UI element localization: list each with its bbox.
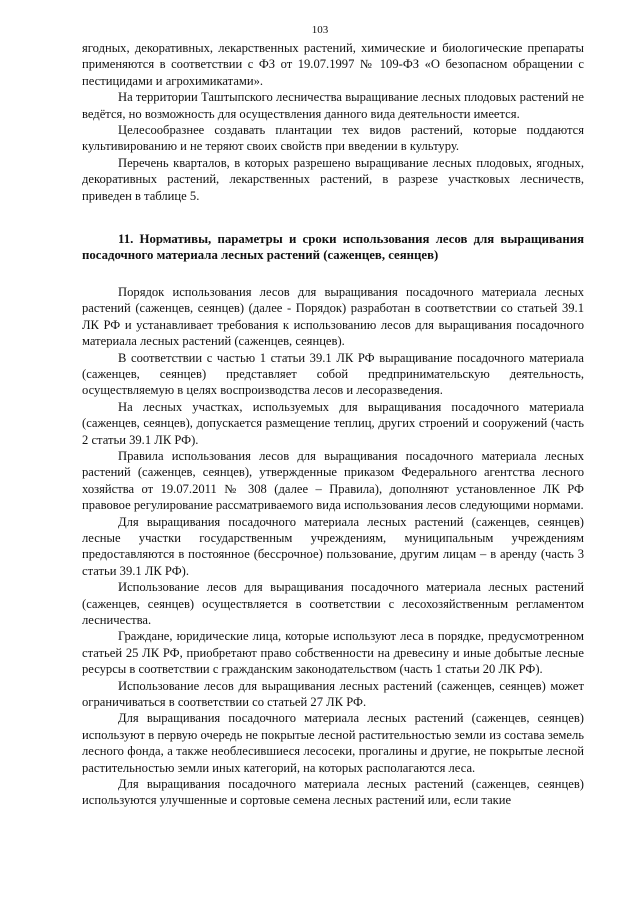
paragraph: Использование лесов для выращивания лесных растений (саженцев, сеянцев) может ограничиваться в соответствии со статьей 27 ЛК РФ. bbox=[82, 678, 584, 710]
paragraph: Для выращивания посадочного материала лесных растений (саженцев, сеянцев) используются улучшенные и сортовые семена лесных растений или, если такие bbox=[82, 777, 584, 808]
paragraph: Правила использования лесов для выращивания посадочного материала лесных растений (саженцев, сеянцев), утвержденные приказом Федерального агентства лесного хозяйства от 19.07.2011 № 308 (далее – Правила), дополняют установленное ЛК РФ правовое регулирование рассматриваемого вида использования лесов следующими нормами. bbox=[82, 448, 584, 513]
paragraph: На лесных участках, используемых для выращивания посадочного материала (саженцев, сеянцев), допускается размещение теплиц, других строений и сооружений (часть 2 статьи 39.1 ЛК РФ). bbox=[82, 399, 584, 447]
paragraph: Для выращивания посадочного материала лесных растений (саженцев, сеянцев) используют в первую очередь не покрытые лесной растительностью земли из состава земель лесного фонда, а также необлесившиеся лесосеки, прогалины и другие, не покрытые лесной растительностью земли иных категорий, на которых располагаются леса. bbox=[82, 711, 584, 775]
paragraph: Граждане, юридические лица, которые используют леса в порядке, предусмотренном статьей 25 ЛК РФ, приобретают право собственности на древесину и иные добытые лесные ресурсы в соответствии с гражданским законодательством (часть 1 статьи 20 ЛК РФ). bbox=[82, 629, 584, 677]
section-heading: 11. Нормативы, параметры и сроки использования лесов для выращивания посадочного материала лесных растений (саженцев, сеянцев) bbox=[82, 232, 584, 263]
page-number: 103 bbox=[311, 24, 329, 36]
spacer bbox=[82, 204, 584, 231]
paragraph: Использование лесов для выращивания посадочного материала лесных растений (саженцев, сеянцев) осуществляется в соответствии с лесохозяйственным регламентом лесничества. bbox=[82, 580, 584, 627]
paragraph: Для выращивания посадочного материала лесных растений (саженцев, сеянцев) лесные участки государственным учреждениям, муниципальным учреждениям предоставляются в постоянное (бессрочное) пользование, другим лицам – в аренду (часть 3 статьи 39.1 ЛК РФ). bbox=[82, 514, 584, 578]
paragraph: На территории Таштыпского лесничества выращивание лесных плодовых растений не ведётся, но возможность для осуществления данного вида деятельности имеется. bbox=[82, 90, 584, 121]
paragraph: ягодных, декоративных, лекарственных растений, химические и биологические препараты применяются в соответствии с ФЗ от 19.07.1997 № 109-ФЗ «О безопасном обращении с пестицидами и агрохимикатами». bbox=[82, 41, 584, 88]
paragraph: В соответствии с частью 1 статьи 39.1 ЛК РФ выращивание посадочного материала (саженцев, сеянцев) представляет собой предпринимательскую деятельность, осуществляемую в целях воспроизводства лесов и лесоразведения. bbox=[82, 350, 584, 398]
paragraph: Целесообразнее создавать плантации тех видов растений, которые поддаются культивированию и не теряют своих свойств при введении в культуру. bbox=[82, 123, 584, 154]
paragraph: Порядок использования лесов для выращивания посадочного материала лесных растений (саженцев, сеянцев) (далее - Порядок) разработан в соответствии со статьей 39.1 ЛК РФ и устанавливает требования к использованию лесов для выращивания посадочного материала лесных растений (саженцев, сеянцев). bbox=[82, 284, 584, 349]
paragraph: Перечень кварталов, в которых разрешено выращивание лесных плодовых, ягодных, декоративных растений, лекарственных растений, в разрезе участковых лесничеств, приведен в таблице 5. bbox=[82, 155, 584, 203]
spacer bbox=[82, 264, 584, 284]
page-content bbox=[82, 40, 584, 809]
